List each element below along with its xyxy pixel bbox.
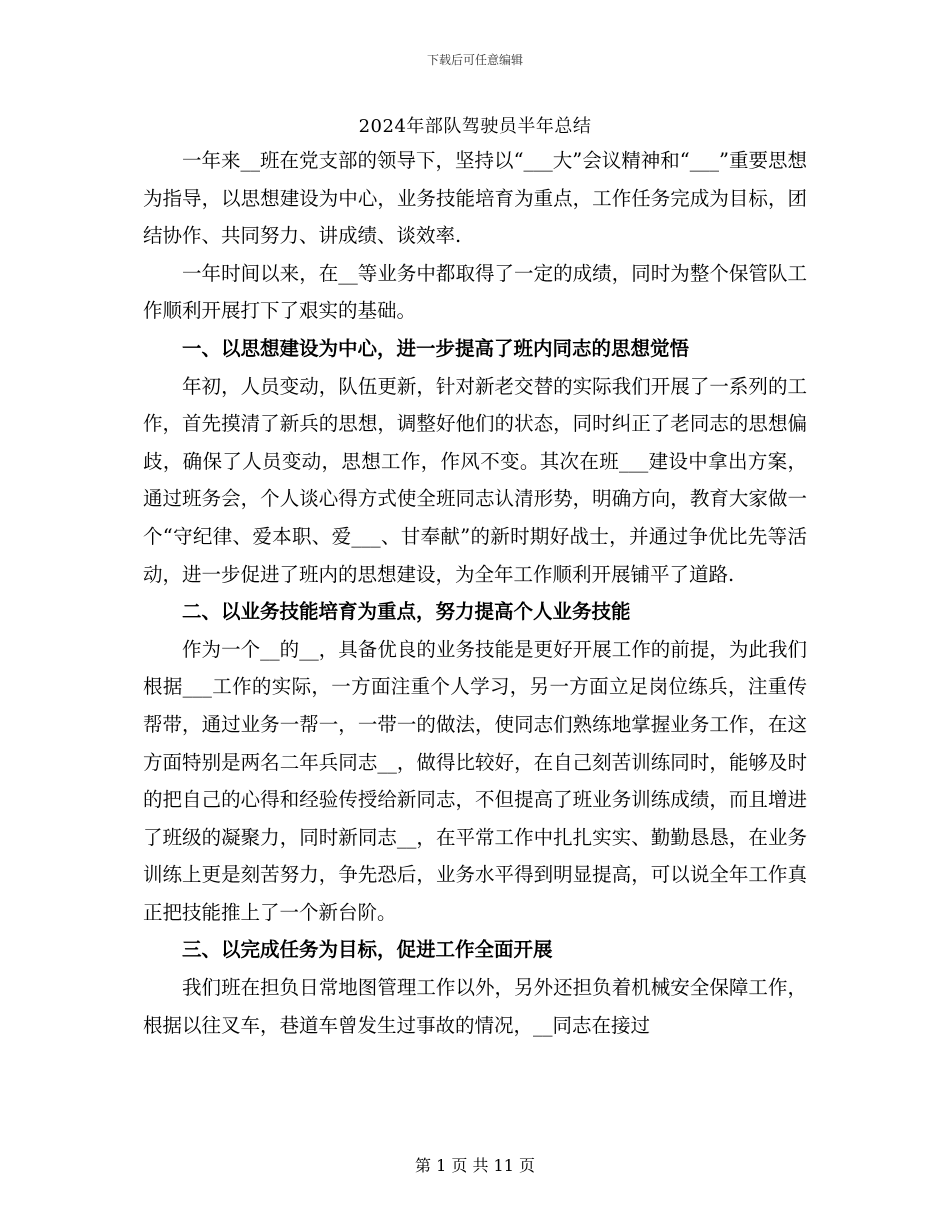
document-title: 2024年部队驾驶员半年总结 — [358, 116, 592, 137]
document-body — [143, 112, 807, 1044]
page-header-note: 下载后可任意编辑 — [426, 53, 523, 67]
paragraph-section-1: 年初，人员变动，队伍更新，针对新老交替的实际我们开展了一系列的工作，首先摸清了新兵的思想，调整好他们的状态，同时纠正了老同志的思想偏歧，确保了人员变动，思想工作，作风不变。其次在班___建设中拿出方案，通过班务会，个人谈心得方式使全班同志认清形势，明确方向，教育大家做一个“守纪律、爱本职、爱___、甘奉献”的新时期好战士，并通过争优比先等活动，进一步促进了班内的思想建设，为全年工作顺利开展铺平了道路. — [143, 374, 807, 586]
paragraph-section-2: 作为一个__的__，具备优良的业务技能是更好开展工作的前提，为此我们根据___工作的实际，一方面注重个人学习，另一方面立足岗位练兵，注重传帮带，通过业务一帮一，一带一的做法，使同志们熟练地掌握业务工作，在这方面特别是两名二年兵同志__，做得比较好，在自己刻苦训练同时，能够及时的把自己的心得和经验传授给新同志，不但提高了班业务训练成绩，而且增进了班级的凝聚力，同时新同志__，在平常工作中扎扎实实、勤勤恳恳，在业务训练上更是刻苦努力，争先恐后，业务水平得到明显提高，可以说全年工作真正把技能推上了一个新台阶。 — [143, 637, 807, 924]
paragraph-intro: 一年来__班在党支部的领导下，坚持以“___大”会议精神和“___”重要思想为指导，以思想建设为中心，业务技能培育为重点，工作任务完成为目标，团结协作、共同努力、讲成绩、谈效率. — [143, 149, 807, 248]
section-heading-2: 二、以业务技能培育为重点，努力提高个人业务技能 — [182, 600, 631, 624]
section-heading-3: 三、以完成任务为目标，促进工作全面开展 — [182, 938, 553, 962]
paragraph-achievements: 一年时间以来，在__等业务中都取得了一定的成绩，同时为整个保管队工作顺利开展打下了艰实的基础。 — [143, 261, 807, 323]
paragraph-section-3: 我们班在担负日常地图管理工作以外，另外还担负着机械安全保障工作，根据以往叉车，巷道车曾发生过事故的情况，__同志在接过 — [143, 976, 807, 1037]
page-number: 第 1 页 共 11 页 — [415, 1156, 535, 1175]
section-heading-1: 一、以思想建设为中心，进一步提高了班内同志的思想觉悟 — [182, 336, 690, 360]
